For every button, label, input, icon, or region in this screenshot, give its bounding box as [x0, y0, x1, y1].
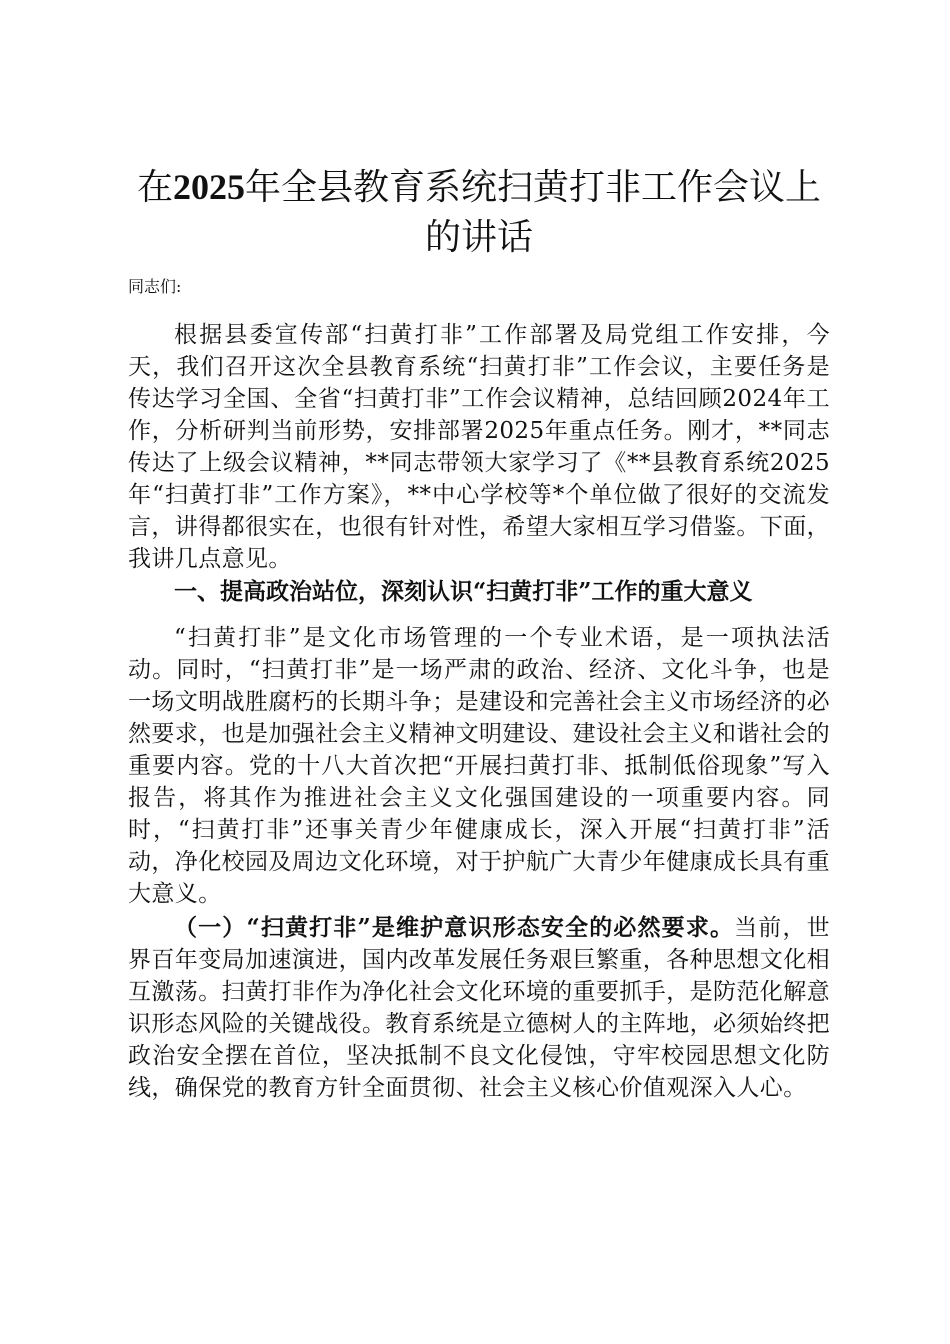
- paragraph-intro: 根据县委宣传部“扫黄打非”工作部署及局党组工作安排，今天，我们召开这次全县教育系统“扫黄打非”工作会议，主要任务是传达学习全国、全省“扫黄打非”工作会议精神，总结回顾2024年工作，分析研判当前形势，安排部署2025年重点任务。刚才，**同志传达了上级会议精神，**同志带领大家学习了《**县教育系统2025年“扫黄打非”工作方案》，**中心学校等*个单位做了很好的交流发言，讲得都很实在，也很有针对性，希望大家相互学习借鉴。下面，我讲几点意见。: [128, 322, 830, 572]
- document-title: [128, 162, 830, 263]
- paragraph-significance: “扫黄打非”是文化市场管理的一个专业术语，是一项执法活动。同时，“扫黄打非”是一场严肃的政治、经济、文化斗争，也是一场文明战胜腐朽的长期斗争；是建设和完善社会主义市场经济的必然要求，也是加强社会主义精神文明建设、建设社会主义和谐社会的重要内容。党的十八大首次把“开展扫黄打非、抵制低俗现象”写入报告，将其作为推进社会主义文化强国建设的一项重要内容。同时，“扫黄打非”还事关青少年健康成长，深入开展“扫黄打非”活动，净化校园及周边文化环境，对于护航广大青少年健康成长具有重大意义。: [128, 625, 830, 907]
- title-suffix: 年全县教育系统扫黄打非工作会议上的讲话: [245, 167, 822, 258]
- salutation: 同志们:: [128, 277, 182, 296]
- section-heading-1: 一、提高政治站位，深刻认识“扫黄打非”工作的重大意义: [174, 578, 753, 605]
- subsection-1-body: 当前，世界百年变局加速演进，国内改革发展任务艰巨繁重，各种思想文化相互激荡。扫黄打非作为净化社会文化环境的重要抓手，是防范化解意识形态风险的关键战役。教育系统是立德树人的主阵地，必须始终把政治安全摆在首位，坚决抵制不良文化侵蚀，守牢校园思想文化防线，确保党的教育方针全面贯彻、社会主义核心价值观深入人心。: [128, 915, 830, 1101]
- subsection-1-lead: （一）“扫黄打非”是维护意识形态安全的必然要求。: [174, 914, 735, 941]
- title-prefix: 在: [136, 167, 173, 208]
- paragraph-subsection-1: [128, 912, 830, 1104]
- title-year: 2025: [173, 167, 245, 207]
